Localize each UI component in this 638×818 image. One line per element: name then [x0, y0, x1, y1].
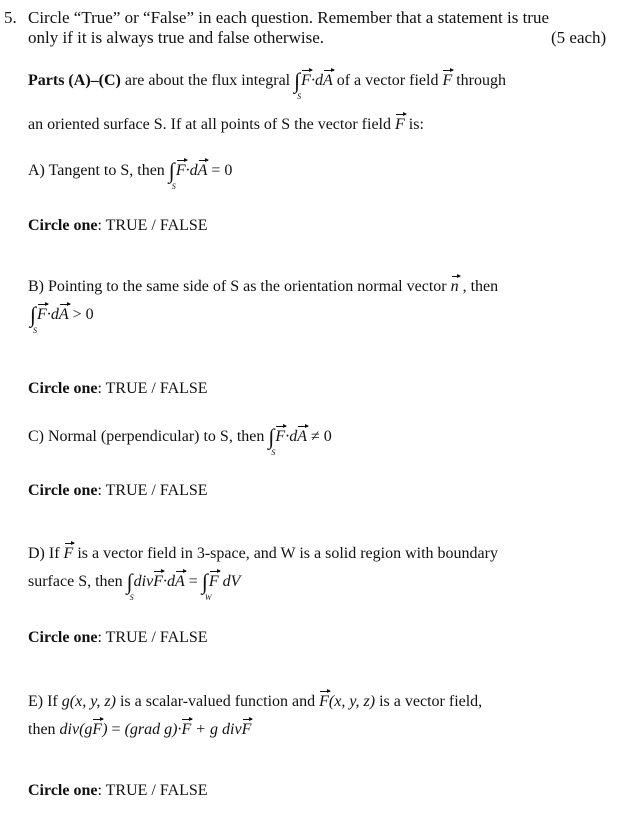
part-a-statement: A) Tangent to S, then ∫ S F·dA = 0: [28, 158, 233, 191]
points-label: (5 each): [551, 28, 607, 47]
part-a-circle-one: Circle one: TRUE / FALSE: [28, 217, 208, 234]
true-false-options[interactable]: TRUE / FALSE: [101, 782, 208, 799]
part-d-statement-line2: surface S, then ∫ S divF·dA = ∫ W F dV: [28, 569, 241, 602]
intro-line1: [28, 68, 507, 101]
intro-text3: through: [452, 72, 507, 89]
divergence-theorem-formula: ∫ S divF·dA = ∫ W F dV: [126, 569, 241, 602]
part-a-formula: ∫ S F·dA = 0: [168, 158, 233, 191]
part-c-formula: ∫ S F·dA ≠ 0: [268, 424, 332, 457]
part-e-circle-one: Circle one: TRUE / FALSE: [28, 782, 208, 799]
vector-field-F: F(x, y, z): [319, 693, 376, 710]
part-c-statement: C) Normal (perpendicular) to S, then ∫ S F·dA ≠ 0: [28, 424, 332, 457]
question-instruction-line1: Circle “True” or “False” in each question. Remember that a statement is true: [28, 8, 550, 27]
true-false-options[interactable]: TRUE / FALSE: [101, 482, 208, 499]
true-false-options[interactable]: TRUE / FALSE: [101, 380, 208, 397]
question-number: 5.: [4, 8, 17, 27]
integral-sign: ∫ S: [294, 68, 302, 101]
part-e-statement-line1: E) If g(x, y, z) is a scalar-valued function and F(x, y, z) is a vector field,: [28, 693, 483, 710]
intro-bold: Parts (A)–(C): [28, 72, 121, 89]
integral-sign: ∫ S: [126, 569, 134, 602]
intro-line2: an oriented surface S. If at all points of S the vector field F is:: [28, 116, 424, 133]
true-false-options[interactable]: TRUE / FALSE: [101, 629, 208, 646]
flux-integral-formula: ∫ S F·dA: [294, 68, 333, 101]
integral-sign: ∫ S: [168, 158, 176, 191]
integral-sign: ∫ W: [201, 569, 212, 602]
intro-text1: are about the flux integral: [120, 72, 295, 89]
vector-F: F: [63, 545, 74, 562]
intro-text2: of a vector field: [332, 72, 443, 89]
vector-F: F: [442, 72, 453, 89]
part-b-circle-one: Circle one: TRUE / FALSE: [28, 380, 208, 397]
part-c-circle-one: Circle one: TRUE / FALSE: [28, 482, 208, 499]
product-rule-formula: div(gF) = (grad g)·F + g divF: [59, 721, 252, 738]
integral-sign: ∫ S: [268, 424, 276, 457]
true-false-options[interactable]: TRUE / FALSE: [101, 217, 208, 234]
normal-vector-n: n: [450, 278, 459, 295]
integral-sign: ∫ S: [30, 302, 37, 335]
scalar-function-g: g(x, y, z): [61, 693, 116, 710]
question-instruction-line2: only if it is always true and false otherwise.: [28, 28, 325, 47]
part-b-formula: ∫ S F·dA > 0: [30, 302, 94, 335]
part-d-circle-one: Circle one: TRUE / FALSE: [28, 629, 208, 646]
part-b-statement-line1: B) Pointing to the same side of S as the orientation normal vector n , then: [28, 278, 499, 295]
part-e-statement-line2: then div(gF) = (grad g)·F + g divF: [28, 721, 252, 738]
vector-F: F: [395, 116, 405, 133]
part-d-statement-line1: D) If F is a vector field in 3-space, and W is a solid region with boundary: [28, 545, 498, 562]
